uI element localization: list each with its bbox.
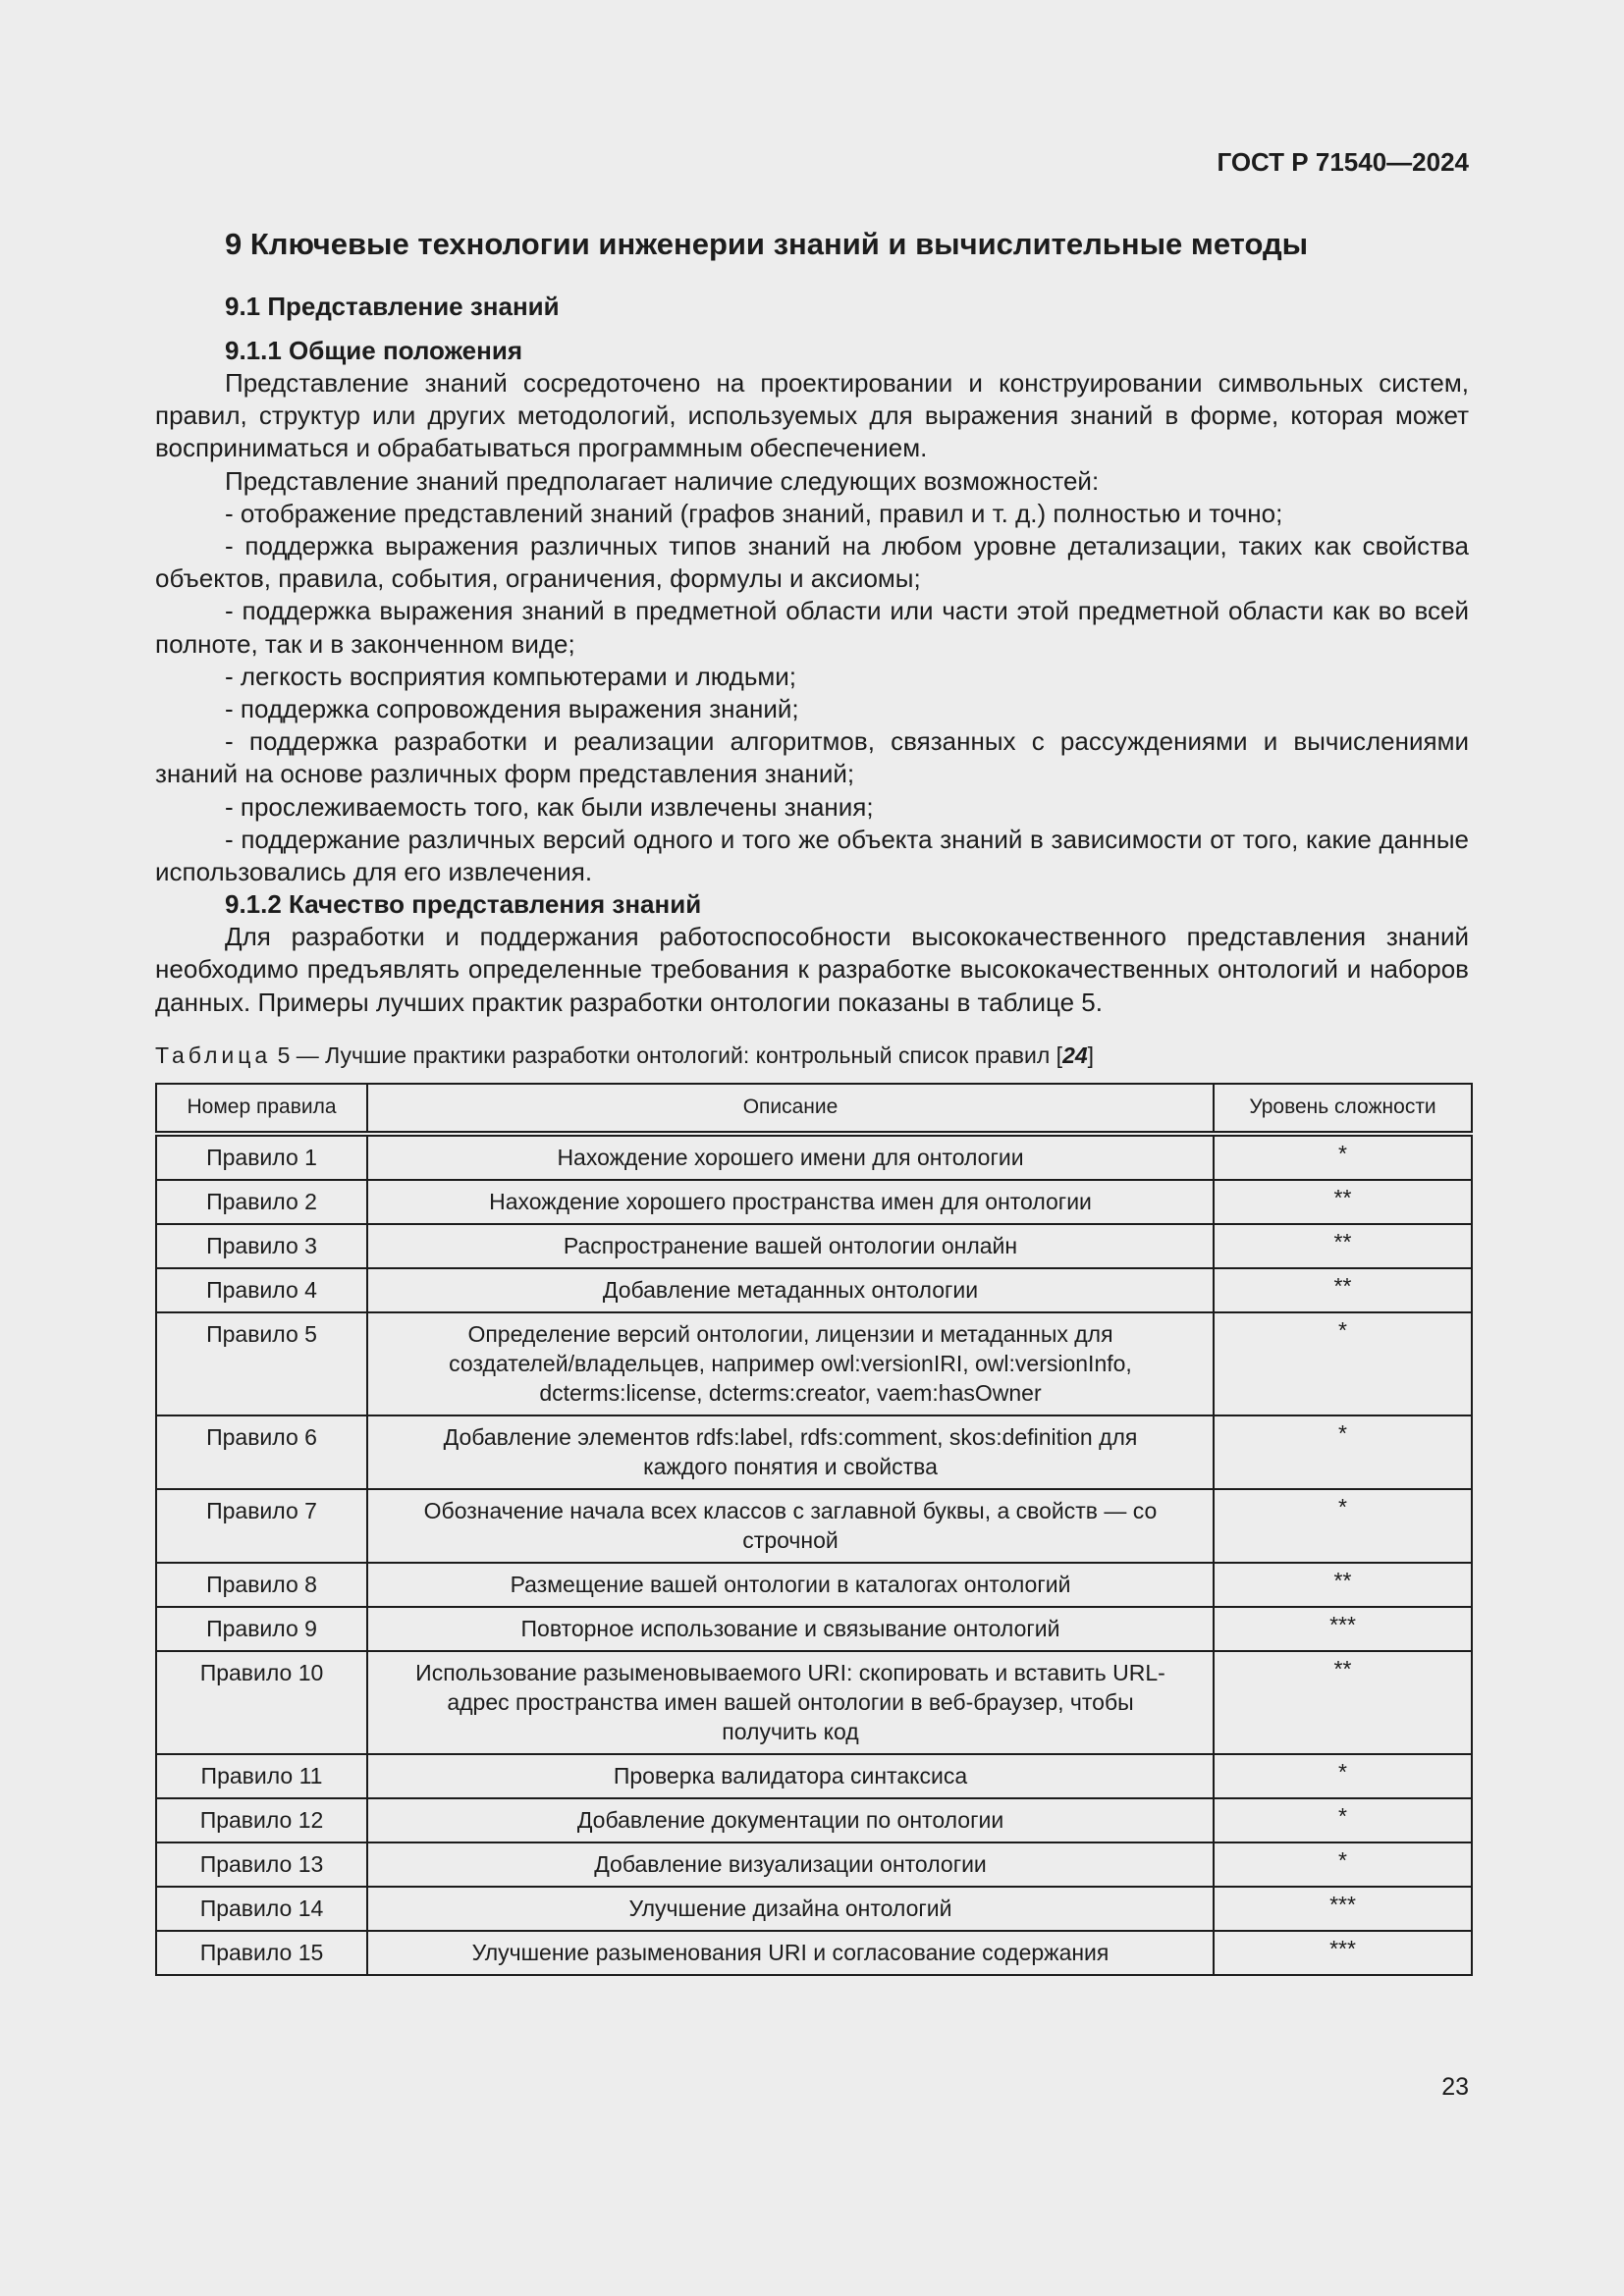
page-content xyxy=(155,221,1469,1976)
rule-number-cell: Правило 14 xyxy=(156,1887,367,1931)
paragraph: - поддержка разработки и реализации алгоритмов, связанных с рассуждениями и вычислениями знаний на основе различных форм представления знаний; xyxy=(155,726,1469,789)
paragraph: Представление знаний предполагает наличие следующих возможностей: xyxy=(225,465,1100,496)
rule-description-cell: Нахождение хорошего имени для онтологии xyxy=(367,1134,1214,1180)
rule-number-cell: Правило 13 xyxy=(156,1842,367,1887)
rule-number-cell: Правило 15 xyxy=(156,1931,367,1975)
column-header-rule-number: Номер правила xyxy=(156,1084,367,1134)
table-row xyxy=(156,1842,1472,1887)
complexity-level-cell: *** xyxy=(1214,1607,1472,1651)
paragraph: - легкость восприятия компьютерами и людьми; xyxy=(225,661,797,691)
rule-description-cell: Определение версий онтологии, лицензии и метаданных для создателей/владельцев, например owl:versionIRI, owl:versionInfo, dcterms:license, dcterms:creator, vaem:hasOwner xyxy=(367,1312,1214,1415)
complexity-level-cell: ** xyxy=(1214,1268,1472,1312)
paragraph: - отображение представлений знаний (графов знаний, правил и т. д.) полностью и точно; xyxy=(225,498,1283,528)
table-row xyxy=(156,1415,1472,1489)
paragraph: - прослеживаемость того, как были извлечены знания; xyxy=(225,791,874,822)
table-caption-end: ] xyxy=(1087,1041,1095,1068)
rule-number-cell: Правило 11 xyxy=(156,1754,367,1798)
rule-description-cell: Добавление элементов rdfs:label, rdfs:comment, skos:definition для каждого понятия и свойства xyxy=(367,1415,1214,1489)
subsubsection-title-1: 9.1.1 Общие положения xyxy=(225,336,522,365)
subsection-title: 9.1 Представление знаний xyxy=(225,292,560,321)
rule-number-cell: Правило 5 xyxy=(156,1312,367,1415)
rule-number-cell: Правило 2 xyxy=(156,1180,367,1224)
page-number: 23 xyxy=(1441,2073,1469,2101)
subsubsection-title-2: 9.1.2 Качество представления знаний xyxy=(225,889,702,920)
column-header-description: Описание xyxy=(367,1084,1214,1134)
table-row xyxy=(156,1134,1472,1180)
rule-number-cell: Правило 1 xyxy=(156,1134,367,1180)
table-row xyxy=(156,1754,1472,1798)
table-caption xyxy=(155,1040,1469,1071)
column-header-complexity: Уровень сложности xyxy=(1214,1084,1472,1134)
table-row xyxy=(156,1931,1472,1975)
complexity-level-cell: ** xyxy=(1214,1180,1472,1224)
rule-description-cell: Повторное использование и связывание онтологий xyxy=(367,1607,1214,1651)
table-row xyxy=(156,1268,1472,1312)
complexity-level-cell: *** xyxy=(1214,1887,1472,1931)
table-row xyxy=(156,1651,1472,1754)
rule-description-cell: Размещение вашей онтологии в каталогах онтологий xyxy=(367,1563,1214,1607)
paragraph: - поддержка выражения различных типов знаний на любом уровне детализации, таких как свойства объектов, правила, события, ограничения, формулы и аксиомы; xyxy=(155,531,1469,594)
rule-number-cell: Правило 10 xyxy=(156,1651,367,1754)
complexity-level-cell: * xyxy=(1214,1415,1472,1489)
paragraph: - поддержание различных версий одного и того же объекта знаний в зависимости от того, какие данные использовались для его извлечения. xyxy=(155,824,1469,887)
rule-number-cell: Правило 4 xyxy=(156,1268,367,1312)
table-body xyxy=(156,1134,1472,1975)
rule-description-cell: Улучшение дизайна онтологий xyxy=(367,1887,1214,1931)
complexity-level-cell: * xyxy=(1214,1489,1472,1563)
complexity-level-cell: *** xyxy=(1214,1931,1472,1975)
document-code: ГОСТ Р 71540—2024 xyxy=(1217,147,1469,177)
rule-number-cell: Правило 7 xyxy=(156,1489,367,1563)
complexity-level-cell: * xyxy=(1214,1754,1472,1798)
rule-description-cell: Проверка валидатора синтаксиса xyxy=(367,1754,1214,1798)
complexity-level-cell: ** xyxy=(1214,1224,1472,1268)
rule-description-cell: Распространение вашей онтологии онлайн xyxy=(367,1224,1214,1268)
table-caption-reference: 24 xyxy=(1062,1041,1088,1068)
table-row xyxy=(156,1224,1472,1268)
table-row xyxy=(156,1607,1472,1651)
table-row xyxy=(156,1887,1472,1931)
complexity-level-cell: * xyxy=(1214,1134,1472,1180)
rule-description-cell: Добавление метаданных онтологии xyxy=(367,1268,1214,1312)
rule-description-cell: Обозначение начала всех классов с заглавной буквы, а свойств — со строчной xyxy=(367,1489,1214,1563)
rule-description-cell: Использование разыменовываемого URI: скопировать и вставить URL-адрес пространства имен вашей онтологии в веб-браузер, чтобы получить код xyxy=(367,1651,1214,1754)
subsection-1-body xyxy=(155,367,1469,888)
section-title: 9 Ключевые технологии инженерии знаний и вычислительные методы xyxy=(225,227,1309,261)
rule-description-cell: Нахождение хорошего пространства имен для онтологии xyxy=(367,1180,1214,1224)
complexity-level-cell: * xyxy=(1214,1798,1472,1842)
rules-table xyxy=(155,1083,1473,1976)
table-row xyxy=(156,1489,1472,1563)
table-row xyxy=(156,1180,1472,1224)
rule-number-cell: Правило 12 xyxy=(156,1798,367,1842)
paragraph: - поддержка сопровождения выражения знаний; xyxy=(225,694,799,724)
rule-description-cell: Добавление документации по онтологии xyxy=(367,1798,1214,1842)
rule-number-cell: Правило 8 xyxy=(156,1563,367,1607)
paragraph: Для разработки и поддержания работоспособности высококачественного представления знаний необходимо предъявлять определенные требования к разработке высококачественных онтологий и наборов данных. Примеры лучших практик разработки онтологии показаны в таблице 5. xyxy=(155,922,1469,1017)
rule-number-cell: Правило 6 xyxy=(156,1415,367,1489)
table-caption-label: Таблица xyxy=(155,1041,272,1068)
paragraph: - поддержка выражения знаний в предметной области или части этой предметной области как во всей полноте, так и в законченном виде; xyxy=(155,596,1469,659)
rule-number-cell: Правило 9 xyxy=(156,1607,367,1651)
rule-description-cell: Добавление визуализации онтологии xyxy=(367,1842,1214,1887)
complexity-level-cell: * xyxy=(1214,1312,1472,1415)
rule-number-cell: Правило 3 xyxy=(156,1224,367,1268)
rule-description-cell: Улучшение разыменования URI и согласование содержания xyxy=(367,1931,1214,1975)
paragraph: Представление знаний сосредоточено на проектировании и конструировании символьных систем, правил, структур или других методологий, используемых для выражения знаний в форме, которая может восприниматься и обрабатываться программным обеспечением. xyxy=(155,368,1469,463)
table-header-row xyxy=(156,1084,1472,1134)
complexity-level-cell: * xyxy=(1214,1842,1472,1887)
table-row xyxy=(156,1798,1472,1842)
table-row xyxy=(156,1563,1472,1607)
table-row xyxy=(156,1312,1472,1415)
complexity-level-cell: ** xyxy=(1214,1651,1472,1754)
complexity-level-cell: ** xyxy=(1214,1563,1472,1607)
table-caption-text: 5 — Лучшие практики разработки онтологий: контрольный список правил [ xyxy=(271,1041,1063,1068)
